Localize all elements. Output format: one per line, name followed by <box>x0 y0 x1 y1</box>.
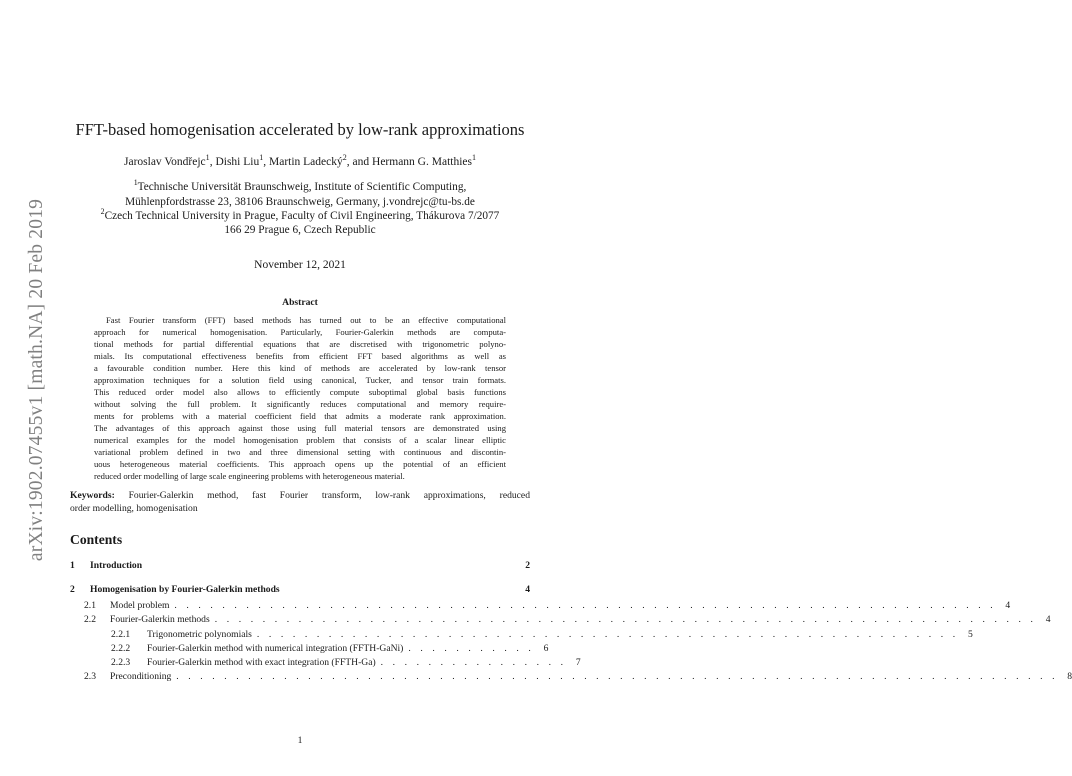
abstract-line: reduced order modelling of large scale engineering problems with heterogeneous material. <box>94 471 405 481</box>
toc-page: 7 <box>575 657 581 668</box>
keywords-label: Keywords: <box>70 490 115 501</box>
page-number: 1 <box>297 735 303 746</box>
affiliation-text: Mühlenpfordstrasse 23, 38106 Braunschweig, Germany, j.vondrejc@tu-bs.de <box>125 196 475 208</box>
affiliation-line <box>0 207 600 222</box>
author-separator: , <box>209 156 216 168</box>
toc-page: 6 <box>543 643 549 654</box>
toc-entry-model-problem[interactable] <box>84 599 1011 613</box>
toc-number: 2.1 <box>84 600 96 611</box>
toc-title: Preconditioning <box>110 671 172 682</box>
author-affiliation-mark: 1 <box>259 153 264 163</box>
abstract-line: approximation techniques for a solution field using canonical, Tucker, and tensor train formats. <box>94 375 506 385</box>
toc-title: Trigonometric polynomials <box>147 629 252 640</box>
toc-page: 2 <box>525 560 530 571</box>
abstract-line: numerical examples for the model homogenisation problem that consists of a scalar linear elliptic <box>94 435 506 445</box>
abstract-line: uous heterogeneous material coefficients. This approach opens up the potential of an efficient <box>94 459 506 469</box>
keywords-text: order modelling, homogenisation <box>70 503 198 514</box>
author-name: Martin Ladecký <box>268 156 343 168</box>
affiliation-text: Czech Technical University in Prague, Faculty of Civil Engineering, Thákurova 7/2077 <box>104 210 500 222</box>
author-separator: , <box>263 156 269 168</box>
toc-number: 2.2.2 <box>111 643 131 654</box>
keywords-text: Fourier-Galerkin method, fast Fourier transform, low-rank approximations, reduced <box>128 490 530 501</box>
abstract-line: Fast Fourier transform (FFT) based methods has turned out to be an effective computational <box>106 315 506 325</box>
keywords-line <box>70 489 530 502</box>
arxiv-stamp <box>22 180 52 580</box>
abstract-line: a favourable condition number. Here this kind of methods are accelerated by low-rank tensor <box>94 363 506 373</box>
toc-page: 4 <box>525 584 530 595</box>
abstract-line: mials. Its computational effectiveness benefits from efficient FFT based algorithms as well as <box>94 351 506 361</box>
affiliation-line <box>0 196 600 208</box>
author-name: Dishi Liu <box>215 156 260 168</box>
affiliation-mark: 1 <box>133 178 138 188</box>
toc-page: 4 <box>1045 614 1051 625</box>
toc-title: Homogenisation by Fourier-Galerkin methods <box>90 584 280 595</box>
author-affiliation-mark: 1 <box>471 153 477 163</box>
toc-number: 2.2 <box>84 614 96 625</box>
toc-leader-dots: . . . . . . . . . . . . . . . . . . . . . . . . . . . . . . . . . . . . . . . . . . . . . . . . . . . . . . . . . . . <box>256 629 959 640</box>
paper-title: FFT-based homogenisation accelerated by low-rank approximations <box>75 120 525 139</box>
toc-leader-dots: . . . . . . . . . . . . . . . . . . . . . . . . . . . . . . . . . . . . . . . . . . . . . . . . . . . . . . . . . . . . . . . . . . . . . <box>214 614 1037 625</box>
toc-entry-trigonometric-polynomials[interactable] <box>111 628 973 642</box>
toc-entry-preconditioning[interactable] <box>84 670 1072 684</box>
author-list <box>0 153 600 168</box>
toc-title: Model problem <box>110 600 170 611</box>
toc-entry-ffth-gani[interactable] <box>111 642 549 656</box>
paper-date: November 12, 2021 <box>254 259 346 271</box>
abstract-line: The advantages of this approach against those using full material tensors are demonstrated using <box>94 423 506 433</box>
toc-leader-dots: . . . . . . . . . . . . . . . . <box>380 657 567 668</box>
toc-leader-dots: . . . . . . . . . . . . . . . . . . . . . . . . . . . . . . . . . . . . . . . . . . . . . . . . . . . . . . . . . . . . . . . . . . . . . <box>174 600 997 611</box>
toc-page: 5 <box>967 629 973 640</box>
toc-number: 1 <box>70 560 75 571</box>
toc-number: 2 <box>70 584 75 595</box>
toc-leader-dots: . . . . . . . . . . . <box>408 643 535 654</box>
toc-entry-fourier-galerkin-methods[interactable] <box>84 613 1051 627</box>
affiliation-mark: 2 <box>100 207 105 217</box>
toc-number: 2.2.3 <box>111 657 131 668</box>
author-affiliation-mark: 1 <box>205 153 210 163</box>
toc-number: 2.3 <box>84 671 96 682</box>
arxiv-stamp-text: arXiv:1902.07455v1 [math.NA] 20 Feb 2019 <box>26 198 47 562</box>
abstract-line: variational problem defined in two and three dimensional setting with continuous and discontin- <box>94 447 506 457</box>
toc-page: 8 <box>1067 671 1072 682</box>
keywords-block <box>70 489 530 515</box>
toc-entry-introduction[interactable] <box>70 559 530 573</box>
toc-leader-dots: . . . . . . . . . . . . . . . . . . . . . . . . . . . . . . . . . . . . . . . . . . . . . . . . . . . . . . . . . . . . . . . . . . . . . . . . . . <box>176 671 1059 682</box>
toc-title: Introduction <box>90 560 143 571</box>
affiliation-line <box>0 224 600 236</box>
toc-title: Fourier-Galerkin method with numerical integration (FFTH-GaNi) <box>147 643 404 654</box>
toc-title: Fourier-Galerkin method with exact integration (FFTH-Ga) <box>147 657 376 668</box>
toc-title: Fourier-Galerkin methods <box>110 614 210 625</box>
author-affiliation-mark: 2 <box>342 153 347 163</box>
keywords-line <box>70 502 530 515</box>
toc-page: 4 <box>1005 600 1011 611</box>
affiliation-line <box>0 178 600 193</box>
author-name: Hermann G. Matthies <box>372 156 472 168</box>
contents-heading: Contents <box>70 532 123 547</box>
abstract-line: approach for numerical homogenisation. Particularly, Fourier-Galerkin methods are computa- <box>94 327 506 337</box>
author-separator: , and <box>346 156 373 168</box>
toc-entry-homogenisation[interactable] <box>70 583 530 597</box>
affiliation-text: Technische Universität Braunschweig, Institute of Scientific Computing, <box>137 181 467 193</box>
abstract-line: ments for problems with a material coefficient field that admits a moderate rank approximation. <box>94 411 506 421</box>
abstract-line: This reduced order model also allows to efficiently compute suboptimal global basis functions <box>94 387 506 397</box>
abstract-heading: Abstract <box>282 297 318 308</box>
toc-number: 2.2.1 <box>111 629 131 640</box>
affiliation-text: 166 29 Prague 6, Czech Republic <box>224 224 376 236</box>
abstract-line: without solving the full problem. It significantly reduces computational and memory require- <box>94 399 506 409</box>
abstract-line: tional methods for partial differential equations that are discretised with trigonometric polyno- <box>94 339 506 349</box>
author-name: Jaroslav Vondřejc <box>123 156 206 168</box>
toc-entry-ffth-ga[interactable] <box>111 656 581 670</box>
